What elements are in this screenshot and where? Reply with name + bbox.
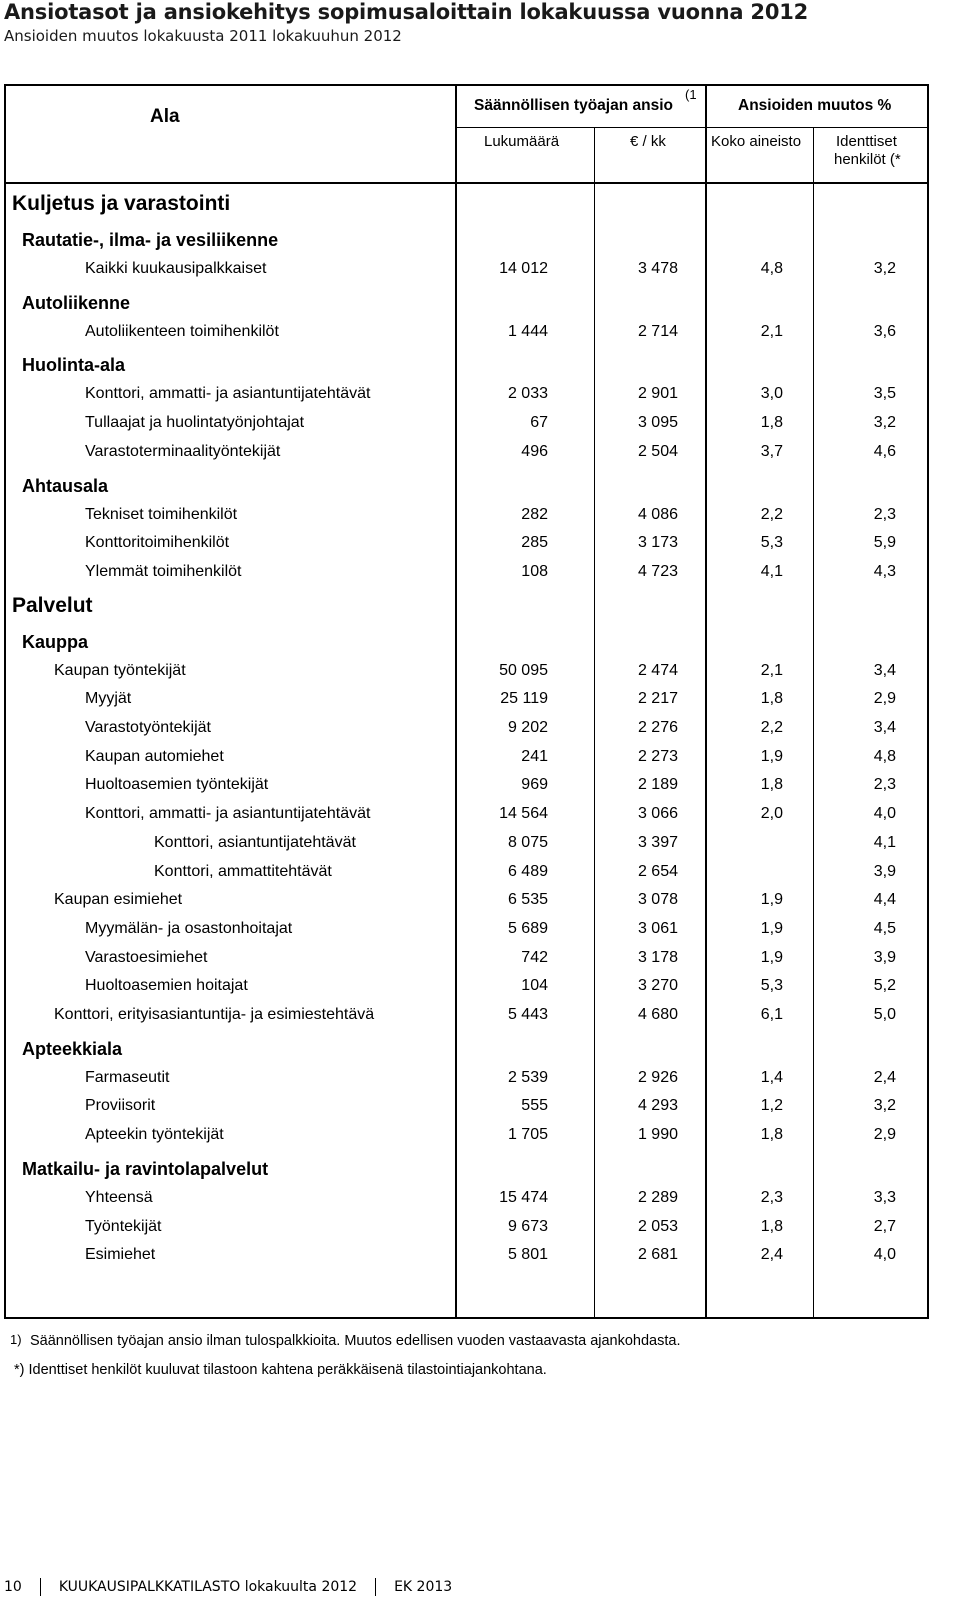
count-cell: 2 033 (507, 385, 548, 403)
subsection-heading (0, 1039, 960, 1063)
table-row (0, 834, 960, 858)
section-label: Autoliikenne (22, 292, 131, 313)
koko-change-cell: 1,8 (760, 1217, 783, 1235)
koko-change-cell: 2,2 (760, 719, 783, 736)
header-col-koko: Koko aineisto (711, 133, 802, 150)
count-cell: 241 (521, 747, 548, 765)
header-col-eur: € / kk (630, 133, 666, 150)
koko-change-cell: 3,0 (760, 385, 783, 403)
table-row (0, 1189, 960, 1213)
eur-cell: 3 397 (637, 833, 678, 851)
ident-change-cell: 3,6 (873, 322, 896, 340)
footnote-1-mark: 1) (10, 1332, 22, 1347)
ident-change-cell: 3,3 (873, 1188, 896, 1206)
eur-cell: 2 276 (637, 719, 678, 736)
row-label: Konttori, erityisasiantuntija- ja esimiestehtävä (54, 1006, 375, 1023)
koko-change-cell: 2,2 (760, 505, 783, 523)
ident-change-cell: 3,2 (873, 414, 896, 432)
count-cell: 14 564 (499, 805, 548, 823)
eur-cell: 3 066 (637, 805, 678, 823)
count-cell: 742 (521, 948, 548, 966)
footnote-1: Säännöllisen työajan ansio ilman tulospalkkioita. Muutos edellisen vuoden vastaavasta ajankohdasta. (30, 1333, 681, 1349)
koko-change-cell: 1,9 (760, 747, 783, 765)
table-row (0, 1126, 960, 1150)
section-label: Rautatie-, ilma- ja vesiliikenne (22, 230, 279, 250)
subsection-heading (0, 476, 960, 500)
table-row (0, 414, 960, 438)
koko-change-cell: 1,8 (760, 690, 783, 708)
koko-change-cell: 5,3 (760, 534, 783, 552)
header-bottom-rule (4, 182, 929, 184)
count-cell: 108 (521, 562, 548, 580)
count-cell: 1 705 (507, 1126, 548, 1144)
ident-change-cell: 5,2 (873, 977, 896, 995)
row-label: Kaupan automiehet (85, 747, 224, 765)
table-row (0, 977, 960, 1001)
ident-change-cell: 3,4 (873, 661, 896, 679)
eur-cell: 2 926 (637, 1068, 678, 1086)
ident-change-cell: 3,4 (873, 719, 896, 736)
ident-change-cell: 3,2 (873, 1097, 896, 1115)
ident-change-cell: 2,9 (873, 690, 896, 708)
row-label: Farmaseutit (85, 1068, 170, 1086)
header-col-count: Lukumäärä (484, 133, 560, 150)
count-cell: 496 (521, 442, 548, 460)
table-row (0, 920, 960, 944)
table-row (0, 776, 960, 800)
ident-change-cell: 2,7 (873, 1217, 896, 1235)
count-cell: 2 539 (507, 1068, 548, 1086)
footer-separator (40, 1578, 41, 1596)
ident-change-cell: 4,0 (873, 805, 896, 823)
count-cell: 5 443 (507, 1006, 548, 1023)
subsection-heading (0, 355, 960, 379)
section-label: Matkailu- ja ravintolapalvelut (22, 1158, 269, 1179)
row-label: Proviisorit (85, 1097, 156, 1115)
footer-org: EK 2013 (394, 1579, 453, 1595)
table-row (0, 506, 960, 530)
koko-change-cell: 4,8 (760, 260, 783, 277)
eur-cell: 2 474 (637, 661, 678, 679)
koko-change-cell: 1,9 (760, 948, 783, 966)
eur-cell: 2 289 (637, 1188, 678, 1206)
koko-change-cell: 5,3 (760, 977, 783, 995)
count-cell: 8 075 (507, 833, 548, 851)
row-label: Konttoritoimihenkilöt (85, 534, 230, 552)
page-footer (4, 1578, 452, 1596)
eur-cell: 3 178 (637, 948, 678, 966)
section-label: Huolinta-ala (22, 355, 126, 376)
ident-change-cell: 4,4 (873, 891, 896, 909)
ident-change-cell: 4,6 (873, 442, 896, 460)
section-label: Apteekkiala (22, 1038, 123, 1059)
eur-cell: 3 078 (637, 891, 678, 909)
table-row (0, 443, 960, 467)
count-cell: 9 202 (507, 719, 548, 736)
koko-change-cell: 1,8 (760, 414, 783, 432)
table-row (0, 1069, 960, 1093)
eur-cell: 2 053 (637, 1217, 678, 1235)
ident-change-cell: 4,8 (873, 747, 896, 765)
section-heading (0, 594, 960, 618)
page-title: Ansiotasot ja ansiokehitys sopimusaloittain lokakuussa vuonna 2012 (4, 0, 809, 24)
row-label: Myymälän- ja osastonhoitajat (85, 919, 293, 937)
table-row (0, 863, 960, 887)
ident-change-cell: 2,3 (873, 505, 896, 523)
eur-cell: 2 654 (637, 862, 678, 880)
header-group1: Säännöllisen työajan ansio (474, 97, 673, 114)
ident-change-cell: 2,4 (873, 1068, 896, 1086)
koko-change-cell: 1,8 (760, 1126, 783, 1144)
eur-cell: 4 680 (637, 1006, 678, 1023)
table-row (0, 949, 960, 973)
section-label: Ahtausala (22, 475, 109, 496)
table-row (0, 891, 960, 915)
count-cell: 9 673 (507, 1217, 548, 1235)
count-cell: 6 535 (507, 891, 548, 909)
row-label: Konttori, asiantuntijatehtävät (154, 833, 356, 851)
ident-change-cell: 5,9 (873, 534, 896, 552)
row-label: Kaikki kuukausipalkkaiset (85, 260, 267, 277)
footer-separator (375, 1578, 376, 1596)
count-cell: 555 (521, 1097, 548, 1115)
row-label: Huoltoasemien työntekijät (85, 776, 269, 794)
koko-change-cell: 3,7 (760, 442, 783, 460)
eur-cell: 2 273 (637, 747, 678, 765)
table-row (0, 1097, 960, 1121)
eur-cell: 1 990 (637, 1126, 678, 1144)
section-heading (0, 192, 960, 216)
count-cell: 14 012 (499, 260, 548, 277)
count-cell: 25 119 (500, 690, 548, 708)
row-label: Autoliikenteen toimihenkilöt (85, 322, 279, 340)
eur-cell: 4 086 (637, 505, 678, 523)
row-label: Kaupan esimiehet (54, 891, 183, 909)
count-cell: 5 801 (507, 1246, 548, 1264)
subsection-heading (0, 293, 960, 317)
ident-change-cell: 3,5 (873, 385, 896, 403)
eur-cell: 2 504 (637, 442, 678, 460)
ident-change-cell: 2,9 (873, 1126, 896, 1144)
ident-change-cell: 4,5 (873, 919, 896, 937)
row-label: Yhteensä (85, 1188, 153, 1206)
koko-change-cell: 1,8 (760, 776, 783, 794)
row-label: Varastoterminaalityöntekijät (85, 442, 281, 460)
eur-cell: 3 270 (637, 977, 678, 995)
count-cell: 6 489 (507, 862, 548, 880)
eur-cell: 3 061 (637, 919, 678, 937)
eur-cell: 3 095 (637, 414, 678, 432)
header-group2: Ansioiden muutos % (738, 97, 892, 114)
koko-change-cell: 1,2 (760, 1097, 783, 1115)
table-row (0, 385, 960, 409)
eur-cell: 2 681 (637, 1246, 678, 1264)
count-cell: 5 689 (507, 919, 548, 937)
row-label: Huoltoasemien hoitajat (85, 977, 248, 995)
eur-cell: 2 901 (637, 385, 678, 403)
row-label: Konttori, ammattitehtävät (154, 862, 332, 880)
count-cell: 15 474 (499, 1188, 548, 1206)
footer-publication: KUUKAUSIPALKKATILASTO lokakuulta 2012 (58, 1579, 358, 1595)
koko-change-cell: 1,9 (760, 919, 783, 937)
koko-change-cell: 1,4 (760, 1068, 783, 1086)
table-row (0, 690, 960, 714)
row-label: Konttori, ammatti- ja asiantuntijatehtävät (85, 805, 371, 823)
table-row (0, 719, 960, 743)
koko-change-cell: 2,0 (760, 805, 783, 823)
eur-cell: 3 478 (637, 260, 678, 277)
ident-change-cell: 4,0 (873, 1246, 896, 1264)
koko-change-cell: 2,4 (760, 1246, 783, 1264)
table-row (0, 1246, 960, 1270)
row-label: Apteekin työntekijät (85, 1126, 224, 1144)
count-cell: 104 (521, 977, 548, 995)
ident-change-cell: 4,1 (873, 833, 896, 851)
table-row (0, 563, 960, 587)
row-label: Varastoesimiehet (85, 948, 208, 966)
row-label: Esimiehet (85, 1246, 156, 1264)
row-label: Myyjät (85, 690, 132, 708)
row-label: Tekniset toimihenkilöt (85, 505, 238, 523)
row-label: Tullaajat ja huolintatyönjohtajat (85, 414, 305, 432)
count-cell: 67 (530, 414, 548, 432)
row-label: Työntekijät (85, 1217, 162, 1235)
row-label: Ylemmät toimihenkilöt (85, 562, 242, 580)
section-label: Kauppa (22, 631, 89, 652)
table-row (0, 1218, 960, 1242)
subsection-heading (0, 230, 960, 254)
subsection-heading (0, 1159, 960, 1183)
table-row (0, 662, 960, 686)
ident-change-cell: 3,9 (873, 862, 896, 880)
table-row (0, 748, 960, 772)
count-cell: 285 (521, 534, 548, 552)
table-row (0, 1006, 960, 1030)
koko-change-cell: 2,1 (760, 322, 783, 340)
count-cell: 969 (521, 776, 548, 794)
eur-cell: 4 723 (637, 562, 678, 580)
row-label: Kaupan työntekijät (54, 661, 186, 679)
section-label: Palvelut (12, 593, 93, 617)
count-cell: 1 444 (507, 322, 548, 340)
header-ala: Ala (150, 106, 180, 127)
footnote-2: *) Identtiset henkilöt kuuluvat tilastoon kahtena peräkkäisenä tilastointiajankohtana. (14, 1362, 547, 1378)
eur-cell: 4 293 (637, 1097, 678, 1115)
koko-change-cell: 4,1 (760, 562, 783, 580)
eur-cell: 2 217 (637, 690, 678, 708)
eur-cell: 2 189 (637, 776, 678, 794)
ident-change-cell: 2,3 (873, 776, 896, 794)
row-label: Konttori, ammatti- ja asiantuntijatehtävät (85, 385, 371, 403)
header-group1-footnote-mark: (1 (685, 87, 697, 102)
koko-change-cell: 1,9 (760, 891, 783, 909)
eur-cell: 2 714 (637, 322, 678, 340)
section-label: Kuljetus ja varastointi (12, 192, 231, 215)
koko-change-cell: 6,1 (760, 1006, 783, 1023)
page-number: 10 (4, 1579, 22, 1595)
koko-change-cell: 2,1 (760, 661, 783, 679)
eur-cell: 3 173 (637, 534, 678, 552)
ident-change-cell: 5,0 (873, 1006, 896, 1023)
header-col-ident-line1: Identtiset (836, 133, 897, 150)
header-group-rule (455, 127, 929, 128)
count-cell: 282 (521, 505, 548, 523)
table-row (0, 534, 960, 558)
page-subtitle: Ansioiden muutos lokakuusta 2011 lokakuuhun 2012 (4, 27, 402, 45)
koko-change-cell: 2,3 (760, 1188, 783, 1206)
ident-change-cell: 3,9 (873, 948, 896, 966)
table-row (0, 260, 960, 284)
subsection-heading (0, 632, 960, 656)
table-row (0, 805, 960, 829)
ident-change-cell: 3,2 (873, 260, 896, 277)
ident-change-cell: 4,3 (873, 562, 896, 580)
row-label: Varastotyöntekijät (85, 719, 211, 736)
table-row (0, 323, 960, 347)
count-cell: 50 095 (499, 661, 548, 679)
header-col-ident-line2: henkilöt (* (834, 151, 901, 168)
